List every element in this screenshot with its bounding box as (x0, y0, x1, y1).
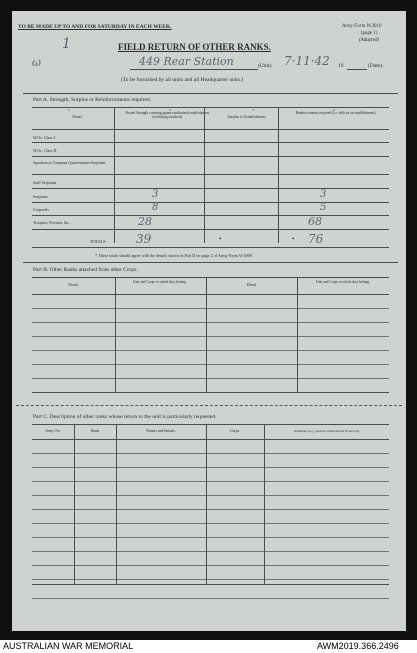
part-a-col-surplus: Surplus to Establishment. (227, 115, 267, 119)
form-adapted: (Adapted) (359, 38, 379, 43)
row-rule (32, 188, 389, 189)
unit-line (130, 69, 258, 70)
part-c-col-divider (264, 424, 265, 584)
total-reinforcements-star: • (292, 235, 295, 243)
part-b-col-divider (115, 277, 116, 393)
part-a-col-strength: Posted Strength counting against authorized establishment (excluding attached). (125, 111, 210, 120)
row-label: Troopers, Privates, &c. (33, 220, 71, 225)
margin-mark: ω (32, 56, 41, 69)
unit-label: (Unit) (258, 63, 272, 69)
row-rule (32, 202, 389, 203)
part-c-heading: Part C. Description of other ranks whose return to the unit is particularly requested. (33, 414, 217, 420)
part-c-col-corps: Corps. (229, 429, 241, 433)
total-surplus: • (219, 235, 222, 243)
corporals-reinforcements: 5 (320, 202, 327, 213)
part-a-header-rule (32, 129, 389, 130)
footer-bar (0, 640, 417, 653)
part-c-header-rule (32, 439, 389, 440)
part-a-col-reinforcements: Reinforcements required (i.e. deficits on establishment). (295, 111, 377, 115)
form-page-number: (page 1) (361, 31, 378, 36)
row-label: Staff Serjeants (33, 180, 57, 185)
part-c-table-top (32, 424, 389, 425)
form-title: FIELD RETURN OF OTHER RANKS. (118, 42, 271, 52)
date-label: (Date). (368, 63, 384, 69)
row-rule (32, 142, 389, 143)
part-a-col-divider (278, 107, 279, 243)
part-b-header-rule (32, 294, 389, 295)
row-label: W.Os. Class II. (33, 148, 58, 153)
part-c-col-remarks: Remarks (e.g., present whereabouts if known). (294, 429, 360, 433)
part-b-bottom-rule (32, 392, 389, 393)
part-a-footnote: * These totals should agree with the details shown in Part D on page 2 of Army Form W.3009. (95, 253, 253, 258)
part-a-col-number: 1 (68, 108, 70, 112)
form-name: Army Form W.3010 (342, 24, 382, 29)
troopers-strength: 28 (138, 215, 152, 228)
part-b-col-detail-2: Detail. (246, 283, 258, 287)
unit-handwritten: 449 Rear Station (139, 55, 234, 68)
part-b-col-divider (297, 277, 298, 393)
row-rule (32, 229, 389, 230)
row-label: W.Os. Class I. (33, 135, 56, 140)
part-a-col-number: 2 (169, 108, 171, 112)
part-c-col-divider (206, 424, 207, 584)
form-page (12, 11, 406, 631)
total-reinforcements: 76 (308, 232, 324, 246)
row-label: Corporals (33, 207, 49, 212)
row-label: Serjeants (33, 194, 48, 199)
part-c-col-rank: Rank. (91, 429, 100, 433)
form-note: (To be furnished by all units and all Headquarter units.) (121, 77, 244, 83)
year-line (347, 69, 367, 70)
part-b-heading: Part B. Other Ranks attached from other Corps. (33, 267, 138, 273)
row-label: Squadron or Company Quartermaster-Serjeants (33, 161, 106, 165)
totals-rule (32, 247, 389, 248)
part-c-bottom-rule (32, 584, 389, 585)
part-c-col-divider (74, 424, 75, 584)
part-b-top-rule (23, 262, 398, 263)
part-c-col-divider (116, 424, 117, 584)
serjeants-reinforcements: 3 (320, 189, 327, 200)
footer-credit: AUSTRALIAN WAR MEMORIAL (3, 641, 134, 651)
part-b-table-top (32, 277, 389, 278)
part-c-col-names: Names and Initials. (146, 429, 176, 433)
row-rule (32, 174, 389, 175)
part-a-col-number: 4 (333, 108, 335, 112)
perforation-line (16, 405, 402, 406)
part-b-col-unit: Unit and Corps to which they belong. (133, 280, 187, 284)
date-handwritten: 7·11·42 (284, 54, 330, 68)
top-notice: TO BE MADE UP TO AND FOR SATURDAY IN EACH WEEK. (18, 24, 172, 30)
part-a-top-rule (23, 93, 398, 94)
part-a-col-number: 3 (252, 108, 254, 112)
footer-accession-number: AWM2019.366.2496 (317, 641, 399, 651)
handwritten-mark: 1 (62, 36, 71, 52)
troopers-reinforcements: 68 (308, 215, 322, 228)
total-strength: 39 (136, 232, 152, 246)
part-b-col-detail: Detail. (68, 283, 79, 287)
part-a-col-divider (114, 107, 115, 243)
part-c-col-army-no: Army No. (45, 429, 61, 433)
serjeants-strength: 3 (152, 189, 159, 200)
corporals-strength: 8 (152, 202, 159, 213)
totals-label: TOTALS (90, 239, 106, 244)
part-a-col-detail: Detail. (72, 115, 83, 119)
row-rule (32, 215, 389, 216)
year-prefix: 19 (338, 63, 344, 69)
part-a-heading: Part A. Strength, Surplus or Reinforcements required. (33, 97, 152, 103)
part-a-col-divider (204, 107, 205, 243)
row-rule (32, 156, 389, 157)
part-a-table-top (32, 107, 389, 108)
part-b-col-unit-2: Unit and Corps to which they belong. (316, 280, 370, 284)
part-b-col-divider (206, 277, 207, 393)
